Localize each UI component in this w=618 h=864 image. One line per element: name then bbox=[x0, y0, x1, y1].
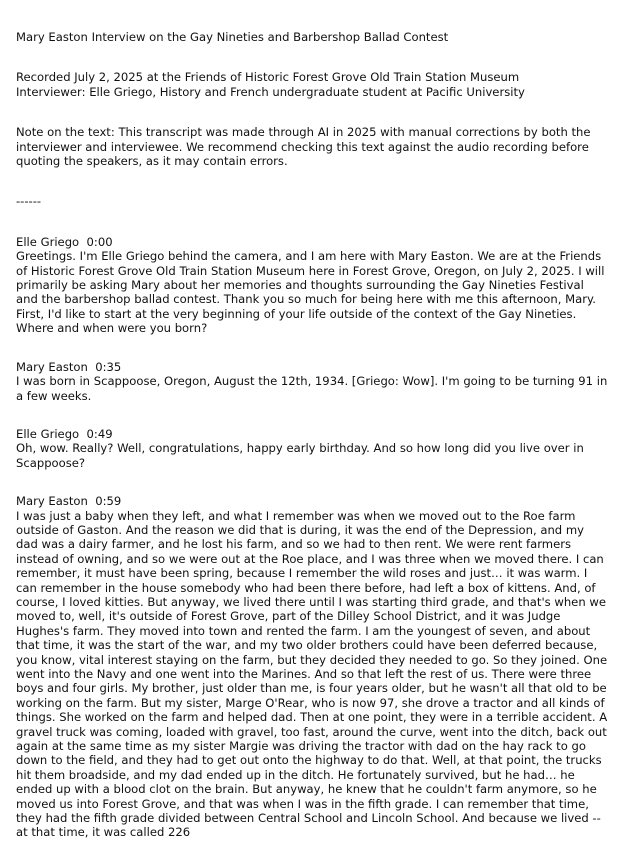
timestamp: 0:35 bbox=[95, 359, 122, 374]
recording-metadata bbox=[16, 70, 608, 99]
speaker-text: I was just a baby when they left, and what I remember was when we moved out to the Roe farm outside of Gaston. And the reason we did that is during, it was the end of the Depression, and my dad was a dairy farmer, and he lost his farm, and so we had to then rent. We were rent farmers instead of owning, and so we were out at the Roe place, and I was three when we moved there. I can remember, it must have been spring, because I remember the wild roses and just… it was warm. I can remember in the house somebody who had been there before, had left a box of kittens. And, of course, I loved kitties. But anyway, we lived there until I was starting third grade, and that's when we moved to, well, it's outside of Forest Grove, part of the Dilley School District, and it was Judge Hughes's farm. They moved into town and rented the farm. I am the youngest of seven, and about that time, it was the start of the war, and my two older brothers could have been deferred because, you know, vital interest staying on the farm, but they decided they needed to go. So they joined. One went into the Navy and one went into the Marines. And so that left the rest of us. There were three boys and four girls. My brother, just older than me, is four years older, but he wasn't all that old to be working on the farm. But my sister, Marge O'Rear, who is now 97, she drove a tractor and all kinds of things. She worked on the farm and helped dad. Then at one point, they were in a terrible accident. A gravel truck was coming, loaded with gravel, too fast, around the curve, went into the ditch, back out again at the same time as my sister Margie was driving the tractor with dad on the hay rack to go down to the field, and they had to get out onto the highway to do that. Well, at that point, the trucks hit them broadside, and my dad ended up in the ditch. He fortunately survived, but he had… he ended up with a blood clot on the brain. But anyway, he knew that he couldn't farm anymore, so he moved us into Forest Grove, and that was when I was in the fifth grade. I can remember that time, they had the fifth grade divided between Central School and Lincoln School. And because we lived -- at that time, it was called 226 bbox=[16, 508, 608, 840]
speaker-name: Elle Griego bbox=[16, 426, 80, 441]
interviewer-info: Interviewer: Elle Griego, History and French undergraduate student at Pacific University bbox=[16, 84, 525, 99]
note-text: Note on the text: This transcript was made through AI in 2025 with manual corrections by both the interviewer and interviewee. We recommend checking this text against the audio recording before quoting the speakers, as it may contain errors. bbox=[16, 125, 591, 169]
speaker-text: Greetings. I'm Elle Griego behind the camera, and I am here with Mary Easton. We are at the Friends of Historic Forest Grove Old Train Station Museum here in Forest Grove, Oregon, on July 2, 2025. I will primarily be asking Mary about her memories and thoughts surrounding the Gay Nineties Festival and the barbershop ballad contest. Thank you so much for being here with me this afternoon, Mary. First, I'd like to start at the very beginning of your life outside of the context of the Gay Nineties. Where and when were you born? bbox=[16, 249, 605, 336]
speaker-header bbox=[16, 235, 608, 249]
separator-text: ------ bbox=[16, 194, 42, 209]
timestamp: 0:59 bbox=[95, 494, 122, 509]
speaker-turn bbox=[16, 494, 608, 840]
speaker-text: I was born in Scappoose, Oregon, August the 12th, 1934. [Griego: Wow]. I'm going to be turning 91 in a few weeks. bbox=[16, 374, 608, 403]
speaker-header bbox=[16, 494, 608, 508]
recorded-info: Recorded July 2, 2025 at the Friends of Historic Forest Grove Old Train Station Museum bbox=[16, 70, 520, 85]
speaker-name: Mary Easton bbox=[16, 359, 88, 374]
timestamp: 0:49 bbox=[86, 426, 113, 441]
speaker-turn bbox=[16, 235, 608, 336]
speaker-header bbox=[16, 427, 608, 441]
speaker-name: Mary Easton bbox=[16, 494, 88, 509]
transcript-page bbox=[16, 30, 608, 864]
timestamp: 0:00 bbox=[86, 234, 113, 249]
document-title bbox=[16, 30, 608, 44]
speaker-header bbox=[16, 360, 608, 374]
section-separator bbox=[16, 194, 608, 208]
title-text: Mary Easton Interview on the Gay Nineties and Barbershop Ballad Contest bbox=[16, 30, 449, 44]
transcript-note bbox=[16, 125, 608, 168]
speaker-turn bbox=[16, 360, 608, 403]
speaker-name: Elle Griego bbox=[16, 234, 80, 249]
speaker-text: Oh, wow. Really? Well, congratulations, happy early birthday. And so how long did you live over in Scappoose? bbox=[16, 441, 584, 470]
speaker-turn bbox=[16, 427, 608, 470]
